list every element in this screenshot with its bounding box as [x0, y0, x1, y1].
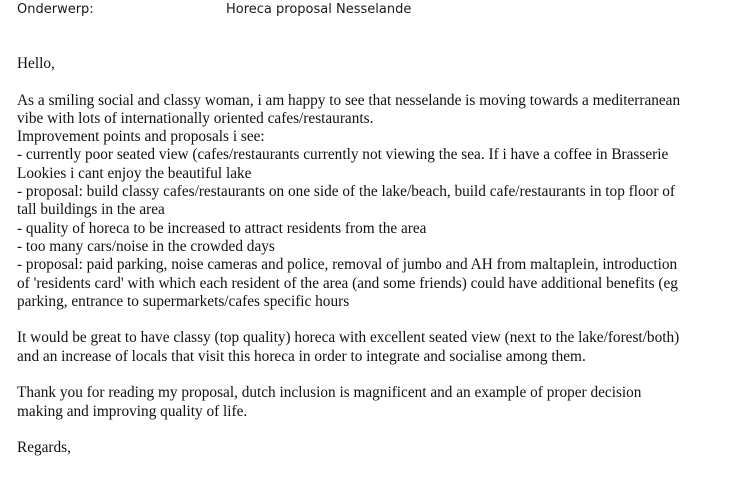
body-line: - too many cars/noise in the crowded days [17, 237, 275, 255]
email-header [17, 2, 411, 17]
paragraph-2-line: and an increase of locals that visit this horeca in order to integrate and socialise among them. [17, 347, 586, 365]
paragraph-gap [17, 421, 747, 439]
body-line: - proposal: paid parking, noise cameras and police, removal of jumbo and AH from maltaplein, introduction [17, 256, 678, 274]
body-line: As a smiling social and classy woman, i am happy to see that nesselande is moving towards a mediterranean [17, 91, 681, 109]
body-line: - quality of horeca to be increased to attract residents from the area [17, 219, 427, 237]
paragraph-gap [17, 311, 747, 329]
subject-label: Onderwerp: [17, 2, 94, 17]
body-line: Improvement points and proposals i see: [17, 128, 265, 146]
body-line: parking, entrance to supermarkets/cafes specific hours [17, 292, 350, 310]
paragraph-gap [17, 73, 747, 91]
body-line: tall buildings in the area [17, 201, 165, 219]
body-line: Lookies i cant enjoy the beautiful lake [17, 164, 252, 182]
body-line: of 'residents card' with which each resident of the area (and some friends) could have additional benefits (eg [17, 274, 678, 292]
body-line: - proposal: build classy cafes/restaurants on one side of the lake/beach, build cafe/restaurants in top floor of [17, 183, 675, 201]
paragraph-3-line: making and improving quality of life. [17, 402, 248, 420]
email-body [17, 55, 747, 458]
body-line: vibe with lots of internationally oriented cafes/restaurants. [17, 109, 374, 127]
body-line: - currently poor seated view (cafes/restaurants currently not viewing the sea. If i have a coffee in Brasserie [17, 146, 669, 164]
subject-value: Horeca proposal Nesselande [226, 2, 412, 17]
paragraph-gap [17, 366, 747, 384]
paragraph-2-line: It would be great to have classy (top quality) horeca with excellent seated view (next to the lake/forest/both) [17, 329, 680, 347]
greeting: Hello, [17, 55, 55, 72]
closing: Regards, [17, 439, 71, 457]
paragraph-3-line: Thank you for reading my proposal, dutch inclusion is magnificent and an example of proper decision [17, 384, 642, 402]
